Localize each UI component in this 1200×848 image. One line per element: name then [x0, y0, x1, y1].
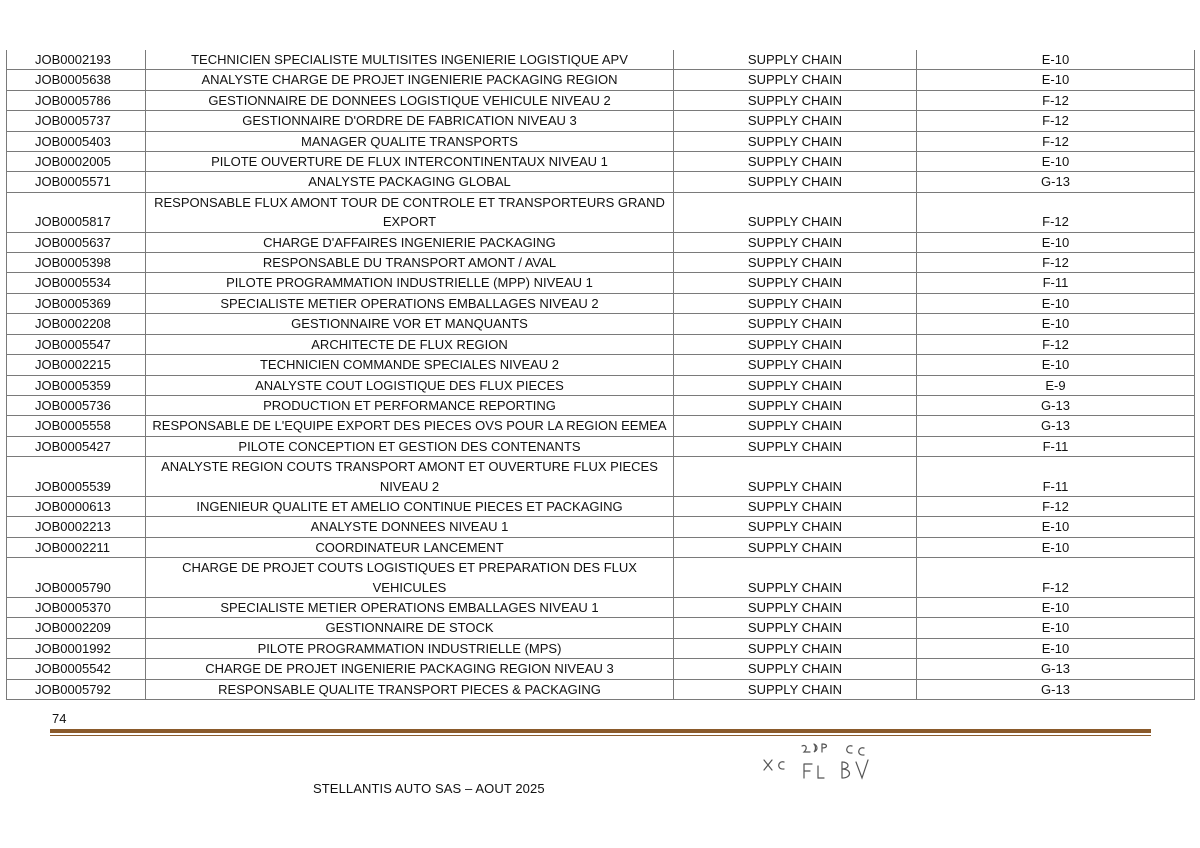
- job-domain-cell: SUPPLY CHAIN: [674, 679, 917, 699]
- job-grade-cell: G-13: [917, 172, 1195, 192]
- job-title-cell: INGENIEUR QUALITE ET AMELIO CONTINUE PIECES ET PACKAGING: [146, 496, 674, 516]
- table-row: [7, 192, 1195, 232]
- job-grade-cell: F-12: [917, 131, 1195, 151]
- job-domain-cell: SUPPLY CHAIN: [674, 172, 917, 192]
- job-code-cell: JOB0005571: [7, 172, 146, 192]
- job-title-cell: ANALYSTE COUT LOGISTIQUE DES FLUX PIECES: [146, 375, 674, 395]
- job-grade-cell: G-13: [917, 416, 1195, 436]
- job-grade-cell: F-12: [917, 558, 1195, 598]
- job-domain-cell: SUPPLY CHAIN: [674, 558, 917, 598]
- job-domain-cell: SUPPLY CHAIN: [674, 496, 917, 516]
- job-grade-cell: G-13: [917, 659, 1195, 679]
- table-row: [7, 638, 1195, 658]
- job-code-cell: JOB0005817: [7, 192, 146, 232]
- table-row: [7, 395, 1195, 415]
- table-row: [7, 618, 1195, 638]
- job-domain-cell: SUPPLY CHAIN: [674, 638, 917, 658]
- table-row: [7, 152, 1195, 172]
- job-grade-cell: E-10: [917, 638, 1195, 658]
- job-grade-cell: F-11: [917, 273, 1195, 293]
- job-grade-cell: G-13: [917, 395, 1195, 415]
- table-row: [7, 496, 1195, 516]
- job-code-cell: JOB0002213: [7, 517, 146, 537]
- job-domain-cell: SUPPLY CHAIN: [674, 537, 917, 557]
- footer-rule-thick: [50, 729, 1151, 733]
- job-domain-cell: SUPPLY CHAIN: [674, 416, 917, 436]
- job-domain-cell: SUPPLY CHAIN: [674, 395, 917, 415]
- job-grade-cell: E-10: [917, 70, 1195, 90]
- job-title-cell: GESTIONNAIRE VOR ET MANQUANTS: [146, 314, 674, 334]
- job-grade-cell: E-9: [917, 375, 1195, 395]
- job-title-cell: PILOTE OUVERTURE DE FLUX INTERCONTINENTAUX NIVEAU 1: [146, 152, 674, 172]
- job-title-cell: ANALYSTE PACKAGING GLOBAL: [146, 172, 674, 192]
- table-row: [7, 111, 1195, 131]
- job-domain-cell: SUPPLY CHAIN: [674, 111, 917, 131]
- job-title-cell: CHARGE DE PROJET COUTS LOGISTIQUES ET PREPARATION DES FLUX VEHICULES: [146, 558, 674, 598]
- job-grade-cell: F-12: [917, 192, 1195, 232]
- table-row: [7, 90, 1195, 110]
- table-row: [7, 597, 1195, 617]
- job-grade-cell: E-10: [917, 50, 1195, 70]
- job-domain-cell: SUPPLY CHAIN: [674, 597, 917, 617]
- job-title-cell: RESPONSABLE FLUX AMONT TOUR DE CONTROLE ET TRANSPORTEURS GRAND EXPORT: [146, 192, 674, 232]
- job-domain-cell: SUPPLY CHAIN: [674, 192, 917, 232]
- job-domain-cell: SUPPLY CHAIN: [674, 232, 917, 252]
- job-domain-cell: SUPPLY CHAIN: [674, 50, 917, 70]
- job-code-cell: JOB0005638: [7, 70, 146, 90]
- job-title-cell: PILOTE PROGRAMMATION INDUSTRIELLE (MPP) NIVEAU 1: [146, 273, 674, 293]
- job-title-cell: GESTIONNAIRE DE STOCK: [146, 618, 674, 638]
- job-code-cell: JOB0002215: [7, 355, 146, 375]
- job-code-cell: JOB0002208: [7, 314, 146, 334]
- job-title-cell: ARCHITECTE DE FLUX REGION: [146, 334, 674, 354]
- job-code-cell: JOB0002211: [7, 537, 146, 557]
- table-row: [7, 293, 1195, 313]
- job-grade-cell: F-12: [917, 334, 1195, 354]
- job-grade-cell: E-10: [917, 152, 1195, 172]
- footer-rule-thin: [50, 735, 1151, 736]
- job-code-cell: JOB0005398: [7, 253, 146, 273]
- footer-company-line: STELLANTIS AUTO SAS – AOUT 2025: [313, 781, 545, 796]
- job-title-cell: MANAGER QUALITE TRANSPORTS: [146, 131, 674, 151]
- job-domain-cell: SUPPLY CHAIN: [674, 436, 917, 456]
- job-domain-cell: SUPPLY CHAIN: [674, 375, 917, 395]
- table-row: [7, 314, 1195, 334]
- table-row: [7, 659, 1195, 679]
- job-grade-cell: E-10: [917, 537, 1195, 557]
- job-title-cell: RESPONSABLE QUALITE TRANSPORT PIECES & PACKAGING: [146, 679, 674, 699]
- job-domain-cell: SUPPLY CHAIN: [674, 355, 917, 375]
- job-code-cell: JOB0002005: [7, 152, 146, 172]
- handwritten-initials: [758, 738, 888, 788]
- job-title-cell: SPECIALISTE METIER OPERATIONS EMBALLAGES NIVEAU 2: [146, 293, 674, 313]
- job-code-cell: JOB0005539: [7, 457, 146, 497]
- job-title-cell: RESPONSABLE DU TRANSPORT AMONT / AVAL: [146, 253, 674, 273]
- job-title-cell: SPECIALISTE METIER OPERATIONS EMBALLAGES NIVEAU 1: [146, 597, 674, 617]
- job-domain-cell: SUPPLY CHAIN: [674, 273, 917, 293]
- job-code-cell: JOB0005558: [7, 416, 146, 436]
- job-code-cell: JOB0005792: [7, 679, 146, 699]
- table-row: [7, 232, 1195, 252]
- table-row: [7, 517, 1195, 537]
- job-title-cell: COORDINATEUR LANCEMENT: [146, 537, 674, 557]
- job-grade-cell: G-13: [917, 679, 1195, 699]
- job-title-cell: ANALYSTE DONNEES NIVEAU 1: [146, 517, 674, 537]
- job-code-cell: JOB0005427: [7, 436, 146, 456]
- job-code-cell: JOB0005786: [7, 90, 146, 110]
- job-title-cell: PRODUCTION ET PERFORMANCE REPORTING: [146, 395, 674, 415]
- table-row: [7, 457, 1195, 497]
- job-code-cell: JOB0005534: [7, 273, 146, 293]
- job-grade-cell: F-12: [917, 111, 1195, 131]
- job-domain-cell: SUPPLY CHAIN: [674, 152, 917, 172]
- table-row: [7, 334, 1195, 354]
- job-domain-cell: SUPPLY CHAIN: [674, 314, 917, 334]
- job-grade-cell: F-12: [917, 496, 1195, 516]
- table-row: [7, 172, 1195, 192]
- job-grade-cell: E-10: [917, 517, 1195, 537]
- table-row: [7, 355, 1195, 375]
- job-domain-cell: SUPPLY CHAIN: [674, 457, 917, 497]
- job-grade-cell: E-10: [917, 293, 1195, 313]
- job-grade-cell: E-10: [917, 314, 1195, 334]
- job-table-body: [7, 50, 1195, 700]
- job-title-cell: RESPONSABLE DE L'EQUIPE EXPORT DES PIECES OVS POUR LA REGION EEMEA: [146, 416, 674, 436]
- job-title-cell: CHARGE DE PROJET INGENIERIE PACKAGING REGION NIVEAU 3: [146, 659, 674, 679]
- table-row: [7, 537, 1195, 557]
- job-title-cell: GESTIONNAIRE DE DONNEES LOGISTIQUE VEHICULE NIVEAU 2: [146, 90, 674, 110]
- job-title-cell: TECHNICIEN COMMANDE SPECIALES NIVEAU 2: [146, 355, 674, 375]
- job-code-cell: JOB0005542: [7, 659, 146, 679]
- job-title-cell: TECHNICIEN SPECIALISTE MULTISITES INGENIERIE LOGISTIQUE APV: [146, 50, 674, 70]
- table-row: [7, 253, 1195, 273]
- job-code-cell: JOB0005736: [7, 395, 146, 415]
- job-title-cell: ANALYSTE REGION COUTS TRANSPORT AMONT ET OUVERTURE FLUX PIECES NIVEAU 2: [146, 457, 674, 497]
- table-row: [7, 131, 1195, 151]
- table-row: [7, 436, 1195, 456]
- table-row: [7, 679, 1195, 699]
- job-domain-cell: SUPPLY CHAIN: [674, 293, 917, 313]
- job-code-cell: JOB0005369: [7, 293, 146, 313]
- job-domain-cell: SUPPLY CHAIN: [674, 253, 917, 273]
- job-code-cell: JOB0005737: [7, 111, 146, 131]
- job-code-cell: JOB0005370: [7, 597, 146, 617]
- job-grade-cell: E-10: [917, 618, 1195, 638]
- table-row: [7, 273, 1195, 293]
- table-row: [7, 70, 1195, 90]
- job-title-cell: ANALYSTE CHARGE DE PROJET INGENIERIE PACKAGING REGION: [146, 70, 674, 90]
- job-code-cell: JOB0005790: [7, 558, 146, 598]
- job-table-container: [6, 50, 1194, 700]
- job-table: [6, 50, 1195, 700]
- table-row: [7, 416, 1195, 436]
- job-code-cell: JOB0005359: [7, 375, 146, 395]
- job-title-cell: PILOTE CONCEPTION ET GESTION DES CONTENANTS: [146, 436, 674, 456]
- job-code-cell: JOB0002193: [7, 50, 146, 70]
- job-grade-cell: F-11: [917, 457, 1195, 497]
- job-title-cell: CHARGE D'AFFAIRES INGENIERIE PACKAGING: [146, 232, 674, 252]
- job-code-cell: JOB0001992: [7, 638, 146, 658]
- job-domain-cell: SUPPLY CHAIN: [674, 90, 917, 110]
- job-grade-cell: E-10: [917, 232, 1195, 252]
- job-grade-cell: E-10: [917, 597, 1195, 617]
- job-domain-cell: SUPPLY CHAIN: [674, 659, 917, 679]
- job-code-cell: JOB0005403: [7, 131, 146, 151]
- page-number: 74: [52, 711, 67, 726]
- table-row: [7, 558, 1195, 598]
- job-grade-cell: F-12: [917, 90, 1195, 110]
- job-domain-cell: SUPPLY CHAIN: [674, 334, 917, 354]
- job-grade-cell: F-12: [917, 253, 1195, 273]
- job-domain-cell: SUPPLY CHAIN: [674, 70, 917, 90]
- job-domain-cell: SUPPLY CHAIN: [674, 517, 917, 537]
- job-code-cell: JOB0002209: [7, 618, 146, 638]
- job-grade-cell: E-10: [917, 355, 1195, 375]
- job-domain-cell: SUPPLY CHAIN: [674, 131, 917, 151]
- job-code-cell: JOB0000613: [7, 496, 146, 516]
- table-row: [7, 375, 1195, 395]
- job-code-cell: JOB0005637: [7, 232, 146, 252]
- job-code-cell: JOB0005547: [7, 334, 146, 354]
- job-title-cell: PILOTE PROGRAMMATION INDUSTRIELLE (MPS): [146, 638, 674, 658]
- job-domain-cell: SUPPLY CHAIN: [674, 618, 917, 638]
- job-grade-cell: F-11: [917, 436, 1195, 456]
- table-row: [7, 50, 1195, 70]
- job-title-cell: GESTIONNAIRE D'ORDRE DE FABRICATION NIVEAU 3: [146, 111, 674, 131]
